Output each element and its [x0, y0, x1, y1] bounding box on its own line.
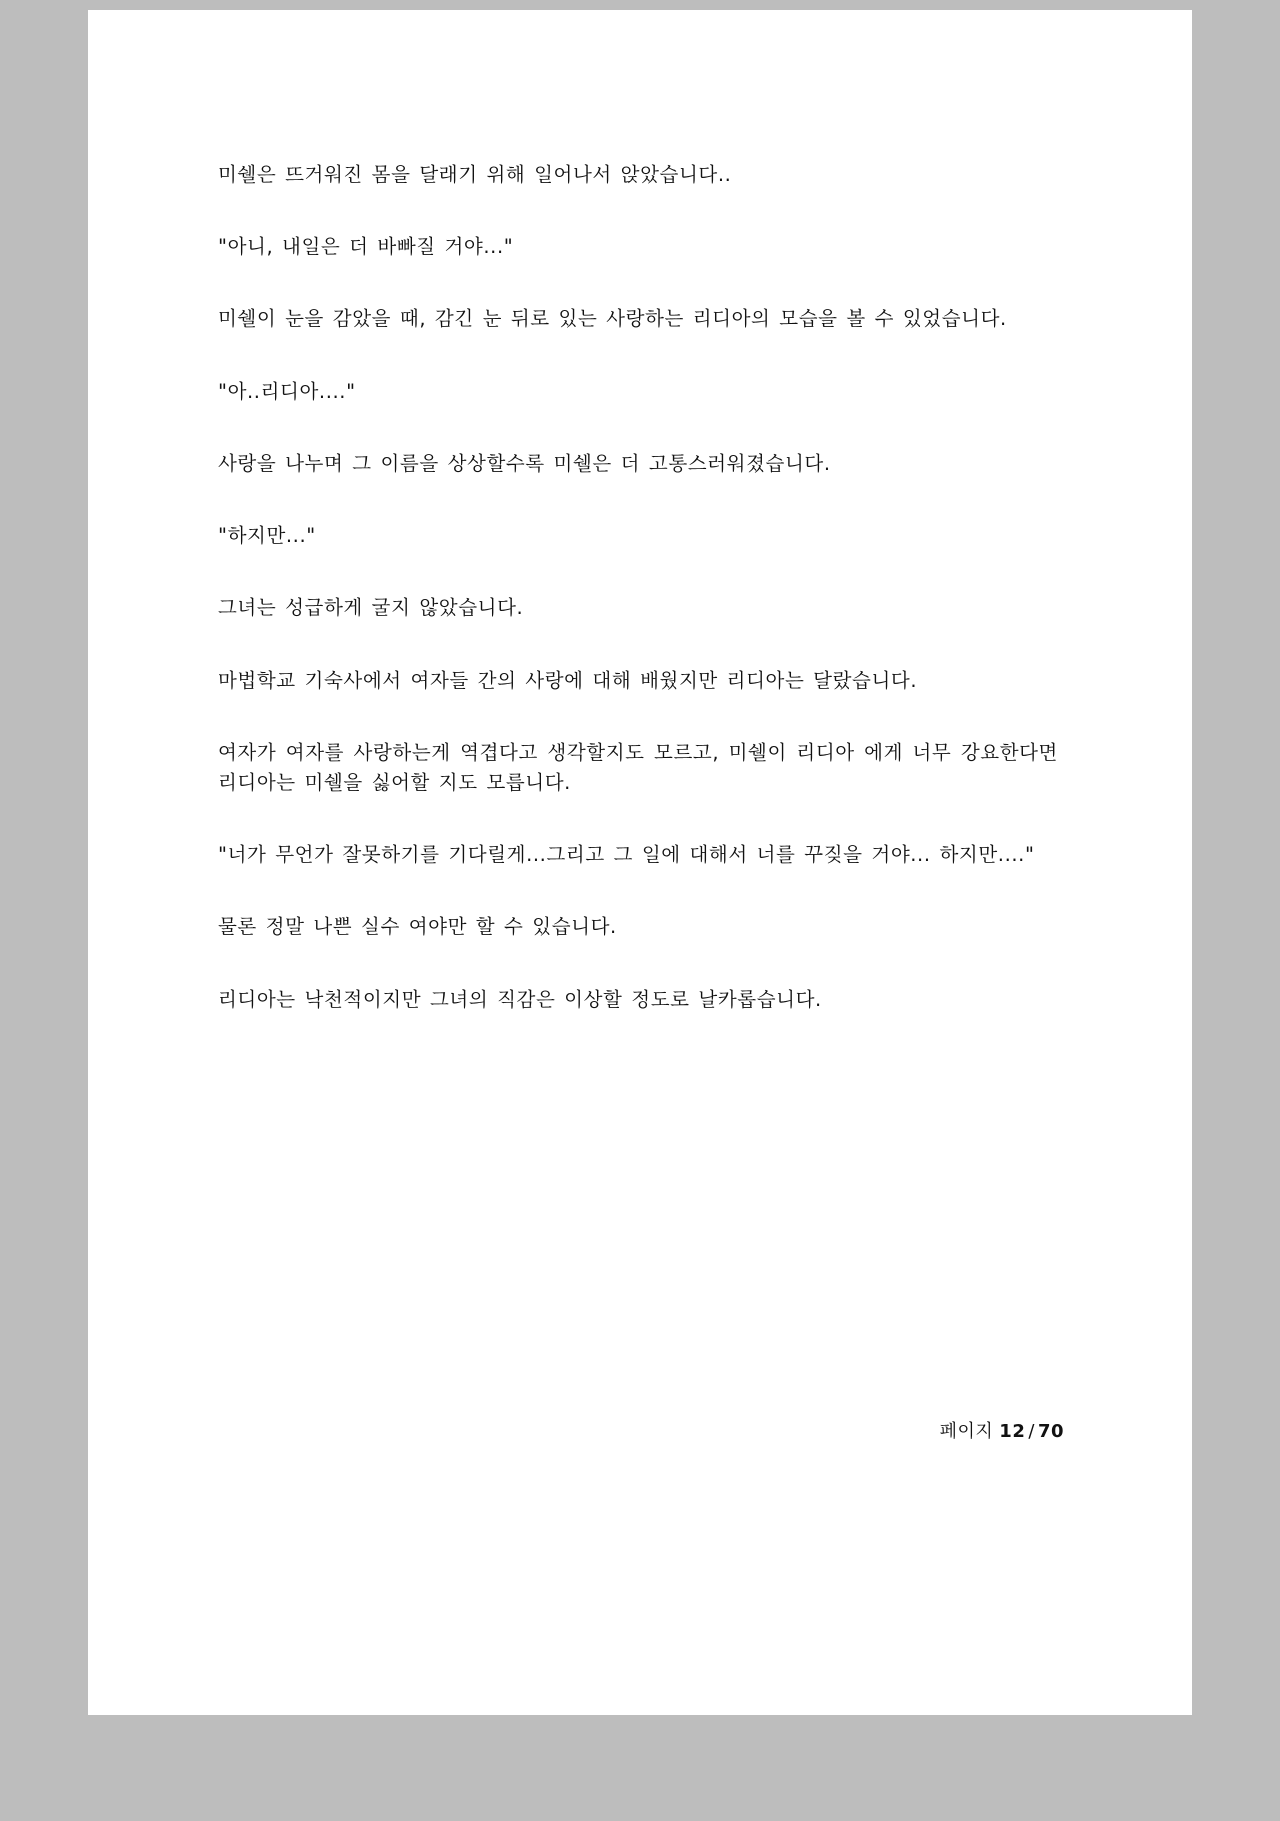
paragraph: 리디아는 낙천적이지만 그녀의 직감은 이상할 정도로 날카롭습니다. — [218, 987, 822, 1011]
page-footer — [940, 1417, 1064, 1443]
page-label: 페이지 — [939, 1421, 994, 1442]
page-number-separator: / — [1028, 1421, 1035, 1442]
document-page — [88, 10, 1192, 1715]
paragraph: "아..리디아...." — [218, 379, 356, 403]
paragraph: 여자가 여자를 사랑하는게 역겹다고 생각할지도 모르고, 미쉘이 리디아 에게 너무 강요한다면 리디아는 미쉘을 싫어할 지도 모릅니다. — [218, 740, 1058, 794]
paragraph: 마법학교 기숙사에서 여자들 간의 사랑에 대해 배웠지만 리디아는 달랐습니다. — [218, 668, 918, 692]
page-content — [218, 160, 1058, 1015]
paragraph: 그녀는 성급하게 굴지 않았습니다. — [218, 596, 524, 620]
paragraph: "아니, 내일은 더 바빠질 거야..." — [218, 235, 514, 259]
paragraph: 물론 정말 나쁜 실수 여야만 할 수 있습니다. — [218, 915, 617, 939]
page-number-total: 70 — [1037, 1421, 1064, 1442]
paragraph: 사랑을 나누며 그 이름을 상상할수록 미쉘은 더 고통스러워졌습니다. — [218, 451, 831, 475]
paragraph: "너가 무언가 잘못하기를 기다릴게...그리고 그 일에 대해서 너를 꾸짖을 거야... 하지만...." — [218, 843, 1035, 867]
paragraph: "하지만..." — [218, 524, 316, 548]
page-number-current: 12 — [999, 1421, 1026, 1442]
paragraph: 미쉘이 눈을 감았을 때, 감긴 눈 뒤로 있는 사랑하는 리디아의 모습을 볼 수 있었습니다. — [218, 307, 1007, 331]
paragraph: 미쉘은 뜨거워진 몸을 달래기 위해 일어나서 앉았습니다.. — [218, 163, 732, 186]
